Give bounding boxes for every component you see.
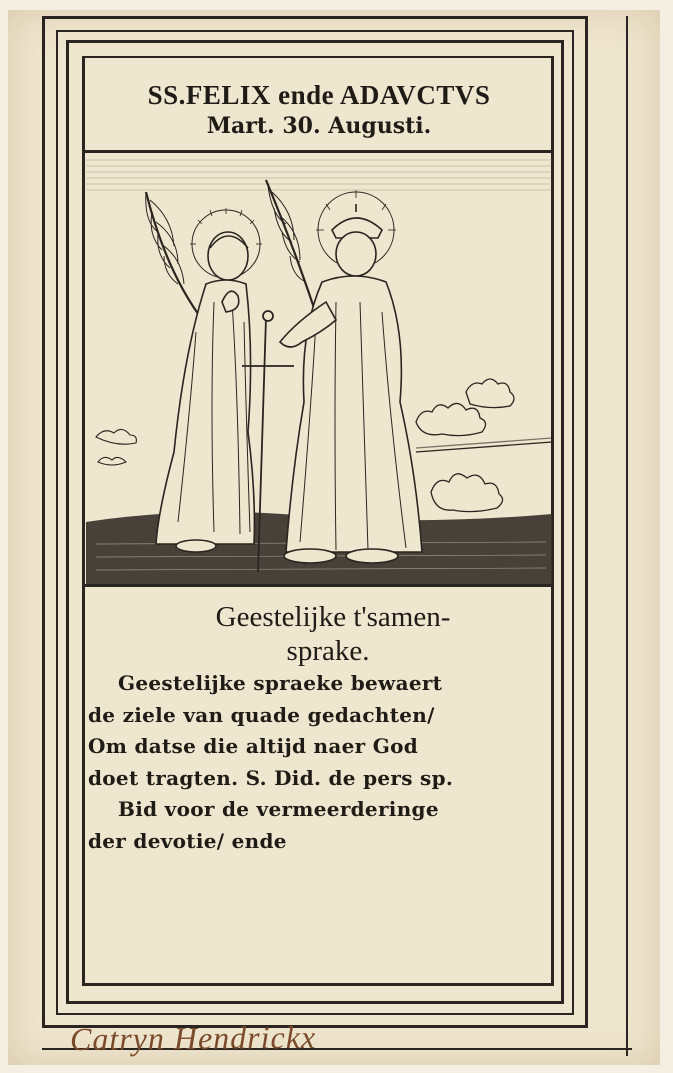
frame-inner-left	[82, 56, 85, 986]
frame-outer-left	[42, 16, 45, 1028]
saint-adauctus	[266, 180, 422, 563]
text-body-line: Geestelijke spraeke bewaert	[118, 671, 443, 695]
frame-third-top	[66, 40, 564, 43]
frame-second-bottom	[56, 1013, 574, 1015]
clouds-left	[96, 429, 136, 465]
text-body-line: Om datse die altijd naer God	[88, 734, 419, 758]
frame-inner-bottom	[82, 983, 554, 986]
text-body-line: Bid voor de vermeerderinge	[118, 797, 439, 821]
frame-outer-top	[42, 16, 588, 19]
frame-outer-right	[585, 16, 588, 1028]
text-body-line: doet tragten. S. Did. de pers sp.	[88, 765, 454, 790]
saints-illustration	[86, 152, 552, 584]
frame-third-right	[561, 40, 564, 1004]
margin-line-right	[626, 16, 628, 1056]
text-body-line: de ziele van quade gedachten/	[88, 702, 435, 727]
frame-second-right	[572, 30, 574, 1015]
frame-third-left	[66, 40, 69, 1004]
trees-right	[416, 379, 552, 512]
sky-hatching	[86, 160, 552, 190]
text-heading-line1: Geestelijke t'samen-	[215, 601, 451, 633]
text-body-line: der devotie/ ende	[88, 828, 287, 853]
scene-divider	[84, 584, 552, 587]
devotional-text	[88, 600, 548, 857]
frame-third-bottom	[66, 1001, 564, 1004]
title-feast-date: Mart. 30. Augusti.	[206, 113, 432, 139]
title-saints: SS.FELIX ende ADAVCTVS	[147, 80, 491, 110]
frame-second-left	[56, 30, 58, 1015]
title-block	[84, 78, 554, 150]
frame-inner-top	[82, 56, 554, 58]
frame-second-top	[56, 30, 574, 32]
text-heading-line2: sprake.	[286, 635, 370, 667]
saint-felix	[146, 192, 262, 552]
handwritten-signature: Catryn Hendrickx	[69, 1018, 317, 1058]
